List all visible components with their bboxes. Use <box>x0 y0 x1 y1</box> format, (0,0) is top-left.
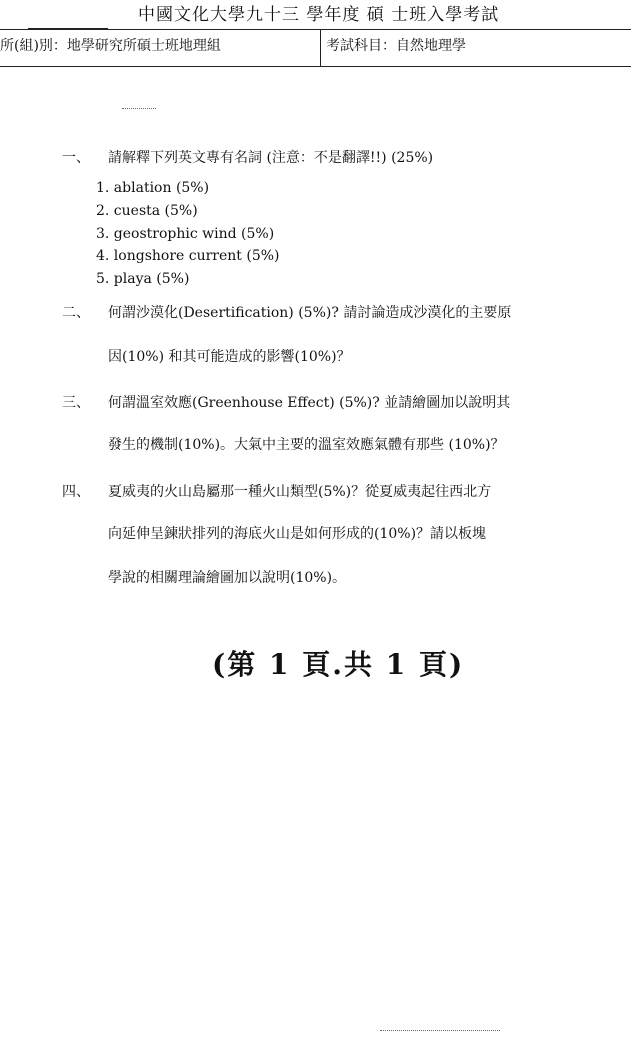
department-field: 所(組)別：地學研究所碩士班地理組 <box>0 38 221 54</box>
question-text: 因(10%) 和其可能造成的影響(10%)？ <box>108 349 351 365</box>
question-text: 學說的相關理論繪圖加以說明(10%)。 <box>108 570 347 586</box>
scan-mark <box>122 108 156 109</box>
header-divider <box>320 29 321 67</box>
subject-field: 考試科目：自然地理學 <box>326 38 466 54</box>
question-number: 二、 <box>62 305 90 321</box>
exam-title: 中國文化大學九十三 學年度 碩 士班入學考試 <box>138 5 500 25</box>
question-text: 夏威夷的火山島屬那一種火山類型(5%)？從夏威夷起往西北方 <box>108 484 492 500</box>
question-text: 發生的機制(10%)。大氣中主要的溫室效應氣體有那些 (10%)？ <box>108 437 505 453</box>
header-bottom-rule <box>0 66 631 67</box>
term-item: 3. geostrophic wind (5%) <box>96 226 275 242</box>
question-text: 請解釋下列英文專有名詞 (注意：不是翻譯!!) (25%) <box>108 150 434 166</box>
term-item: 1. ablation (5%) <box>96 180 210 196</box>
question-text: 向延伸呈鍊狀排列的海底火山是如何形成的(10%)？請以板塊 <box>108 526 487 542</box>
question-number: 一、 <box>62 150 90 166</box>
scan-mark <box>380 1030 500 1031</box>
page-number-mark: (第 1 頁.共 1 頁) <box>212 648 465 681</box>
term-item: 2. cuesta (5%) <box>96 203 198 219</box>
term-item: 4. longshore current (5%) <box>96 248 280 264</box>
question-text: 何謂沙漠化(Desertification) (5%)? 請討論造成沙漠化的主要原 <box>108 305 512 321</box>
question-number: 四、 <box>62 484 90 500</box>
term-item: 5. playa (5%) <box>96 271 190 287</box>
question-number: 三、 <box>62 395 90 411</box>
header-top-rule <box>0 29 631 30</box>
question-text: 何謂溫室效應(Greenhouse Effect) (5%)? 並請繪圖加以說明其 <box>108 395 511 411</box>
